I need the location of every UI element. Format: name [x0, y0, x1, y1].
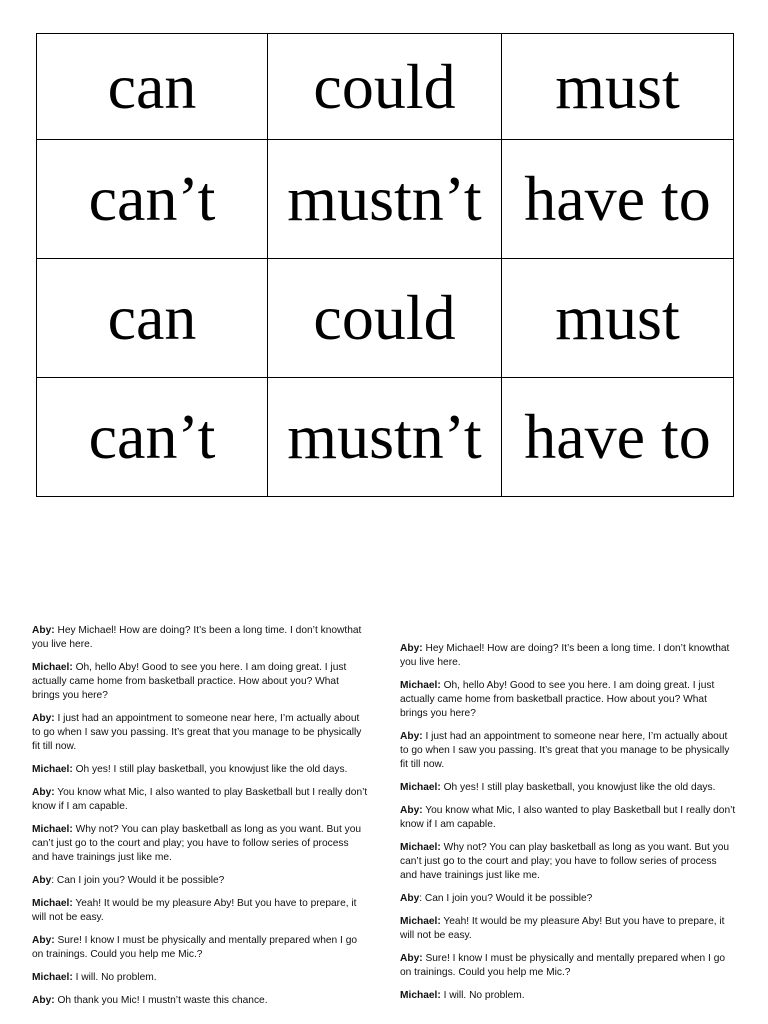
line-text: You know what Mic, I also wanted to play Basketball but I really don’t know if I am capable. — [400, 805, 736, 830]
line-text: I will. No problem. — [72, 972, 157, 983]
word-card: can’t — [37, 140, 268, 259]
grid-row — [37, 259, 734, 378]
dialogue-right — [400, 642, 736, 1012]
word-card: can — [37, 34, 268, 140]
speaker-name: Michael: — [32, 972, 73, 983]
speaker-name: Aby — [32, 875, 52, 886]
grid-row — [37, 34, 734, 140]
speaker-name: Aby: — [32, 935, 55, 946]
dialogue-line — [32, 994, 368, 1008]
word-card: mustn’t — [268, 140, 502, 259]
line-text: Oh thank you Mic! I mustn’t waste this chance. — [54, 995, 268, 1006]
dialogue-line — [400, 730, 736, 772]
dialogue-line — [32, 971, 368, 985]
line-text: Why not? You can play basketball as long as you want. But you can’t just go to the court and play; you have to follow series of process and have trainings just like me. — [400, 842, 730, 881]
speaker-name: Aby: — [32, 625, 55, 636]
dialogue-line — [32, 763, 368, 777]
line-text: Yeah! It would be my pleasure Aby! But you have to prepare, it will not be easy. — [32, 898, 357, 923]
line-text: I will. No problem. — [440, 990, 525, 1001]
word-card: could — [268, 259, 502, 378]
line-text: Yeah! It would be my pleasure Aby! But you have to prepare, it will not be easy. — [400, 916, 725, 941]
speaker-name: Aby: — [32, 995, 55, 1006]
line-text: Hey Michael! How are doing? It’s been a long time. I don’t knowthat you live here. — [400, 643, 730, 668]
word-card: must — [502, 259, 734, 378]
dialogue-line — [32, 934, 368, 962]
speaker-name: Aby: — [32, 713, 55, 724]
word-card: can — [37, 259, 268, 378]
dialogue-line — [400, 781, 736, 795]
dialogue-line — [400, 892, 736, 906]
line-text: You know what Mic, I also wanted to play Basketball but I really don’t know if I am capable. — [32, 787, 368, 812]
line-text: : Can I join you? Would it be possible? — [51, 875, 225, 886]
line-text: Oh, hello Aby! Good to see you here. I am doing great. I just actually came home from basketball practice. How about you? What brings you here? — [400, 680, 715, 719]
speaker-name: Michael: — [32, 824, 73, 835]
dialogue-line — [400, 841, 736, 883]
speaker-name: Michael: — [32, 662, 73, 673]
word-card: have to — [502, 378, 734, 497]
word-card: can’t — [37, 378, 268, 497]
dialogue-left — [32, 624, 368, 1017]
line-text: Sure! I know I must be physically and mentally prepared when I go on trainings. Could you help me Mic.? — [32, 935, 358, 960]
line-text: Why not? You can play basketball as long as you want. But you can’t just go to the court and play; you have to follow series of process and have trainings just like me. — [32, 824, 362, 863]
dialogue-line — [32, 897, 368, 925]
grid-row — [37, 140, 734, 259]
speaker-name: Aby: — [32, 787, 55, 798]
dialogue-line — [32, 823, 368, 865]
speaker-name: Michael: — [400, 782, 441, 793]
speaker-name: Michael: — [400, 842, 441, 853]
speaker-name: Aby: — [400, 805, 423, 816]
dialogue-line — [32, 661, 368, 703]
line-text: I just had an appointment to someone near here, I’m actually about to go when I saw you passing. It’s great that you manage to be physically fit till now. — [400, 731, 730, 770]
dialogue-line — [32, 712, 368, 754]
dialogue-line — [32, 786, 368, 814]
line-text: Oh, hello Aby! Good to see you here. I am doing great. I just actually came home from basketball practice. How about you? What brings you here? — [32, 662, 347, 701]
speaker-name: Aby: — [400, 643, 423, 654]
speaker-name: Michael: — [400, 990, 441, 1001]
line-text: Oh yes! I still play basketball, you knowjust like the old days. — [72, 764, 348, 775]
speaker-name: Michael: — [400, 916, 441, 927]
grid-row — [37, 378, 734, 497]
dialogue-line — [400, 915, 736, 943]
speaker-name: Aby: — [400, 731, 423, 742]
line-text: I just had an appointment to someone near here, I’m actually about to go when I saw you passing. It’s great that you manage to be physically fit till now. — [32, 713, 362, 752]
speaker-name: Michael: — [32, 898, 73, 909]
dialogue-line — [400, 989, 736, 1003]
speaker-name: Michael: — [32, 764, 73, 775]
speaker-name: Michael: — [400, 680, 441, 691]
modal-verb-card-grid — [36, 33, 734, 497]
line-text: : Can I join you? Would it be possible? — [419, 893, 593, 904]
word-card: have to — [502, 140, 734, 259]
word-card: mustn’t — [268, 378, 502, 497]
dialogue-line — [400, 952, 736, 980]
speaker-name: Aby: — [400, 953, 423, 964]
speaker-name: Aby — [400, 893, 420, 904]
line-text: Sure! I know I must be physically and mentally prepared when I go on trainings. Could you help me Mic.? — [400, 953, 726, 978]
line-text: Oh yes! I still play basketball, you knowjust like the old days. — [440, 782, 716, 793]
dialogue-line — [400, 679, 736, 721]
dialogue-line — [400, 642, 736, 670]
dialogue-line — [32, 624, 368, 652]
line-text: Hey Michael! How are doing? It’s been a long time. I don’t knowthat you live here. — [32, 625, 362, 650]
word-card: must — [502, 34, 734, 140]
dialogue-line — [32, 874, 368, 888]
word-card: could — [268, 34, 502, 140]
dialogue-line — [400, 804, 736, 832]
